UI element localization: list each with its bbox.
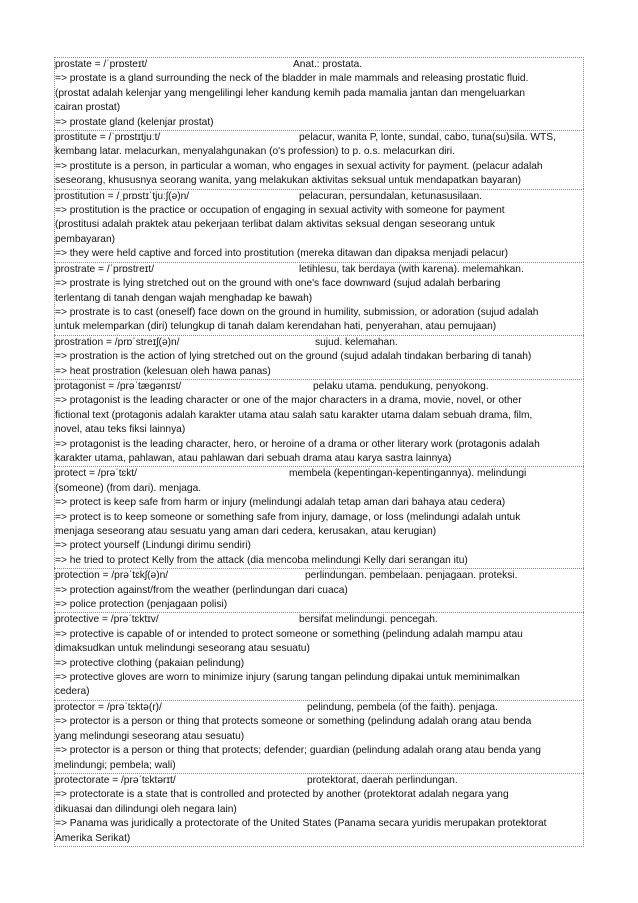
entry-text-line: novel, atau teks fiksi lainnya) bbox=[55, 424, 186, 436]
entry-text-line: => they were held captive and forced into prostitution (mereka ditawan dan dipaksa menjadi pelacur) bbox=[55, 248, 509, 260]
headword-translation: Anat.: prostata. bbox=[293, 59, 363, 70]
dictionary-document bbox=[54, 57, 584, 847]
entry-text-line: => protector is a person or thing that protects someone or something (pelindung adalah orang atau benda bbox=[55, 716, 532, 728]
entry-text-line: => protective is capable of or intended to protect someone or something (pelindung adalah mampu atau bbox=[55, 628, 523, 640]
entry-text-line: => prostration is the action of lying stretched out on the ground (sujud adalah tindakan berbaring di tanah) bbox=[55, 351, 532, 363]
entry-text-line: => Panama was juridically a protectorate of the United States (Panama secara yuridis merupakan protektorat bbox=[55, 818, 547, 830]
headword-translation: pelindung, pembela (of the faith). penjaga. bbox=[307, 701, 498, 713]
entry-text-line: => heat prostration (kelesuan oleh hawa panas) bbox=[55, 365, 271, 377]
entry-text-line: fictional text (protagonis adalah karakter utama atau salah satu karakter utama dalam sebuah drama, film, bbox=[55, 409, 533, 421]
dictionary-entry bbox=[54, 466, 584, 568]
entry-text-line: => protection against/from the weather (perlindungan dari cuaca) bbox=[55, 584, 348, 596]
entry-headline bbox=[55, 467, 583, 481]
entry-text-line: => protective clothing (pakaian pelindung) bbox=[55, 657, 245, 669]
entry-text-line: (prostitusi adalah praktek atau pekerjaan terlibat dalam aktivitas seksual dengan seseorang untuk bbox=[55, 219, 496, 231]
dictionary-entry bbox=[54, 262, 584, 335]
entry-text-line: => prostate gland (kelenjar prostat) bbox=[55, 116, 214, 128]
entry-text-line: kembang latar. melacurkan, menyalahgunakan (o's profession) to p. o.s. melacurkan diri. bbox=[55, 146, 456, 158]
entry-text-line: => protective gloves are worn to minimize injury (sarung tangan pelindung dipakai untuk meminimalkan bbox=[55, 672, 520, 684]
entry-text-line: => prostitute is a person, in particular a woman, who engages in sexual activity for payment. (pelacur adalah bbox=[55, 160, 543, 172]
headword: protectorate = /prəˈtɛktərɪt/ bbox=[55, 774, 176, 786]
entry-text-line: => police protection (penjagaan polisi) bbox=[55, 599, 228, 611]
entry-text-line: pembayaran) bbox=[55, 233, 116, 245]
headword: prostration = /prɒˈstreɪʃ(ə)n/ bbox=[55, 336, 180, 348]
headword-translation: pelacuran, persundalan, ketunasusilaan. bbox=[299, 190, 482, 202]
entry-text-line: => protectorate is a state that is controlled and protected by another (protektorat adalah negara yang bbox=[55, 789, 509, 801]
entry-text-line: cairan prostat) bbox=[55, 102, 121, 114]
dictionary-entry bbox=[54, 189, 584, 262]
headword: prostrate = /ˈprɒstreɪt/ bbox=[55, 263, 155, 275]
entry-headline bbox=[55, 190, 583, 204]
entry-text-line: => he tried to protect Kelly from the attack (dia mencoba melindungi Kelly dari serangan itu) bbox=[55, 554, 468, 566]
dictionary-entry bbox=[54, 568, 584, 612]
entry-text-line: => protagonist is the leading character, hero, or heroine of a drama or other literary work (protagonis adalah bbox=[55, 438, 540, 450]
headword-translation: membela (kepentingan-kepentingannya). melindungi bbox=[289, 468, 527, 480]
entry-headline bbox=[55, 58, 583, 72]
entry-text-line: seseorang, khususnya seorang wanita, yang melakukan aktivitas seksual untuk mendapatkan bayaran) bbox=[55, 175, 522, 187]
entry-text-line: melindungi; pembela; wali) bbox=[55, 759, 176, 771]
entry-text-line: dimaksudkan untuk melindungi seseorang atau sesuatu) bbox=[55, 643, 310, 655]
entry-headline bbox=[55, 131, 583, 145]
dictionary-entry bbox=[54, 335, 584, 379]
entry-text-line: => prostrate is lying stretched out on the ground with one's face downward (sujud adalah berbaring bbox=[55, 278, 501, 290]
headword-translation: pelacur, wanita P, lonte, sundal, cabo, tuna(su)sila. WTS, bbox=[299, 132, 556, 144]
dictionary-entry bbox=[54, 700, 584, 773]
entry-text-line: => protagonist is the leading character or one of the major characters in a drama, movie, novel, or other bbox=[55, 395, 522, 407]
dictionary-entry bbox=[54, 773, 584, 847]
headword-translation: perlindungan. pembelaan. penjagaan. proteksi. bbox=[305, 570, 518, 582]
entry-text-line: dikuasai dan dilindungi oleh negara lain) bbox=[55, 803, 237, 815]
entry-headline bbox=[55, 613, 583, 627]
headword: prostate = /ˈprɒsteɪt/ bbox=[55, 59, 148, 70]
headword: protect = /prəˈtɛkt/ bbox=[55, 468, 137, 480]
dictionary-entry bbox=[54, 57, 584, 130]
entry-text-line: => protect is keep safe from harm or injury (melindungi adalah tetap aman dari bahaya atau cedera) bbox=[55, 497, 506, 509]
entry-text-line: (prostat adalah kelenjar yang mengelilingi leher kandung kemih pada mamalia jantan dan mengeluarkan bbox=[55, 87, 526, 99]
headword: prostitute = /ˈprɒstɪtjuːt/ bbox=[55, 132, 161, 144]
entry-text-line: => prostate is a gland surrounding the neck of the bladder in male mammals and releasing prostatic fluid. bbox=[55, 73, 529, 85]
entry-headline bbox=[55, 774, 583, 788]
entry-text-line: karakter utama, pahlawan, atau pahlawan dari sebuah drama atau karya sastra lainnya) bbox=[55, 452, 452, 464]
headword: prostitution = /ˌprɒstɪˈtjuːʃ(ə)n/ bbox=[55, 190, 190, 202]
headword: protagonist = /prəˈtægənɪst/ bbox=[55, 380, 182, 392]
headword-translation: bersifat melindungi. pencegah. bbox=[299, 614, 438, 626]
entry-headline bbox=[55, 380, 583, 394]
dictionary-entry bbox=[54, 130, 584, 189]
entry-headline bbox=[55, 569, 583, 583]
headword: protection = /prəˈtɛkʃ(ə)n/ bbox=[55, 570, 169, 582]
entry-text-line: => prostrate is to cast (oneself) face down on the ground in humility, submission, or adoration (sujud adalah bbox=[55, 306, 539, 318]
headword: protective = /prəˈtɛktɪv/ bbox=[55, 614, 159, 626]
headword-translation: protektorat, daerah perlindungan. bbox=[307, 774, 458, 786]
entry-text-line: => prostitution is the practice or occupation of engaging in sexual activity with someone for payment bbox=[55, 205, 505, 217]
dictionary-entry bbox=[54, 379, 584, 466]
entry-text-line: untuk melemparkan (diri) telungkup di tanah dalam kerendahan hati, penyerahan, atau pemujaan) bbox=[55, 321, 497, 333]
entry-headline bbox=[55, 263, 583, 277]
dictionary-entry bbox=[54, 612, 584, 699]
headword-translation: sujud. kelemahan. bbox=[315, 336, 398, 348]
entry-headline bbox=[55, 336, 583, 350]
entry-headline bbox=[55, 701, 583, 715]
entry-text-line: menjaga seseorang atau sesuatu yang aman dari cedera, kerusakan, atau kerugian) bbox=[55, 526, 437, 537]
entry-text-line: (someone) (from dari). menjaga. bbox=[55, 482, 202, 494]
headword: protector = /prəˈtɛktə(r)/ bbox=[55, 701, 162, 713]
headword-translation: letihlesu, tak berdaya (with karena). melemahkan. bbox=[299, 263, 524, 275]
entry-text-line: => protect is to keep someone or something safe from injury, damage, or loss (melindungi adalah untuk bbox=[55, 511, 521, 523]
entry-text-line: Amerika Serikat) bbox=[55, 832, 131, 844]
entry-text-line: cedera) bbox=[55, 686, 90, 698]
headword-translation: pelaku utama. pendukung, penyokong. bbox=[313, 380, 489, 392]
entry-text-line: terlentang di tanah dengan wajah menghadap ke bawah) bbox=[55, 292, 313, 304]
entry-text-line: yang melindungi seseorang atau sesuatu) bbox=[55, 730, 245, 742]
entry-text-line: => protector is a person or thing that protects; defender; guardian (pelindung adalah orang atau benda yang bbox=[55, 745, 541, 757]
entry-text-line: => protect yourself (Lindungi dirimu sendiri) bbox=[55, 540, 251, 552]
